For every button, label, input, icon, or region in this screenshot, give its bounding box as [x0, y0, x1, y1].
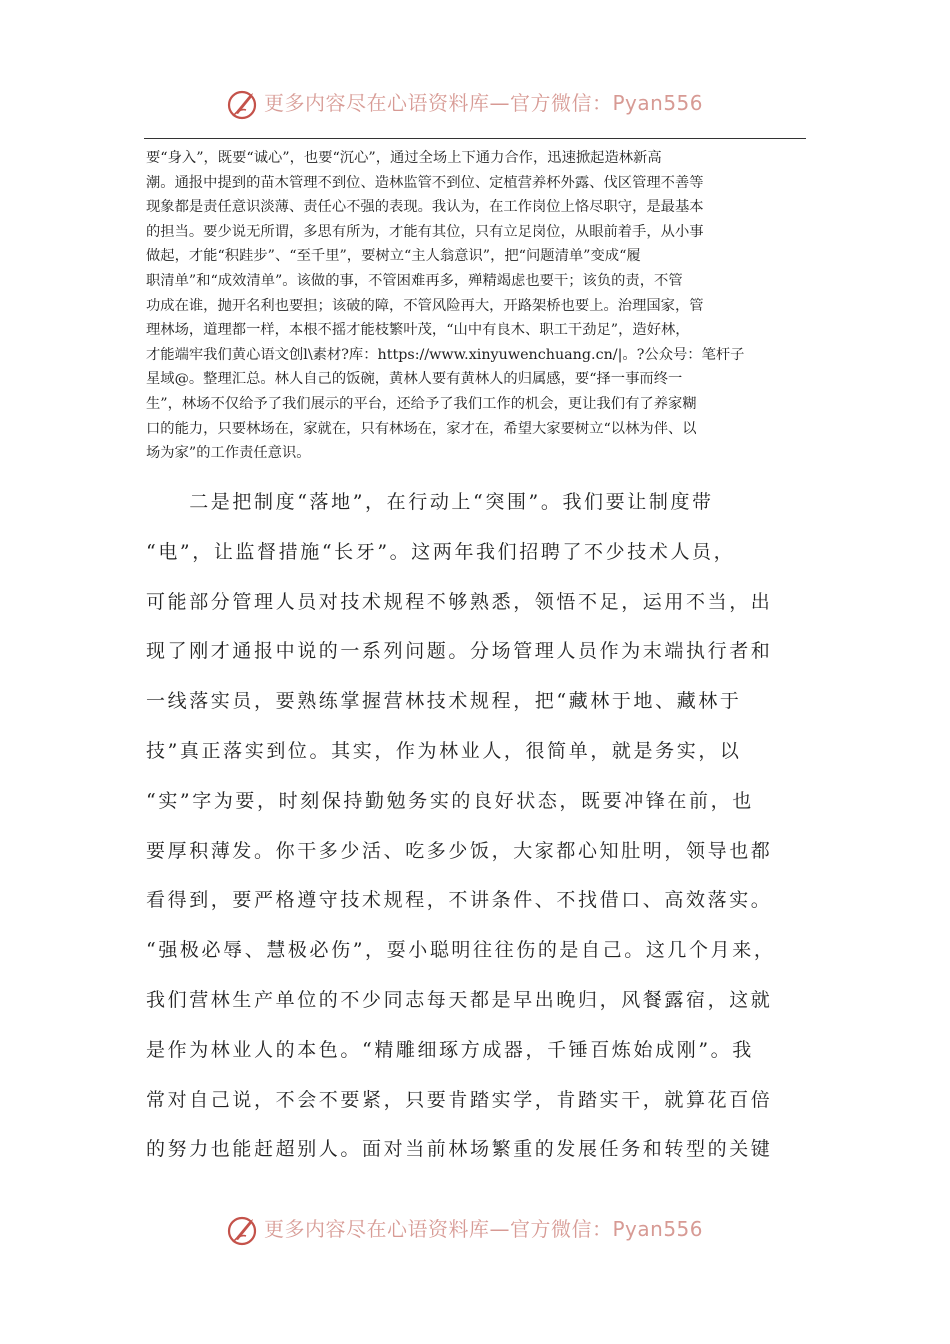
header-watermark: [0, 84, 950, 124]
footer-watermark-text: 更多内容尽在心语资料库—官方微信：Pyan556: [264, 1217, 704, 1241]
text-line: 的担当。要少说无所谓，多思有所为，才能有其位，只有立足岗位，从眼前着手，从小事: [146, 223, 704, 240]
text-line: 的努力也能赶超别人。面对当前林场繁重的发展任务和转型的关键: [146, 1138, 773, 1161]
header-watermark-text: 更多内容尽在心语资料库—官方微信：Pyan556: [264, 91, 704, 115]
text-line: 可能部分管理人员对技术规程不够熟悉，领悟不足，运用不当，出: [146, 590, 773, 613]
text-line: 要“身入”，既要“诚心”，也要“沉心”，通过全场上下通力合作，迅速掀起造林新高: [146, 150, 662, 166]
paragraph-1: [146, 146, 810, 466]
text-line: 口的能力，只要林场在，家就在，只有林场在，家才在，希望大家要树立“以林为伴、以: [146, 420, 697, 437]
text-line: 是作为林业人的本色。“精雕细琢方成器，千锤百炼始成刚”。我: [146, 1038, 754, 1061]
text-line: 现象都是责任意识淡薄、责任心不强的表现。我认为，在工作岗位上恪尽职守，是最基本: [146, 199, 704, 216]
quill-logo-icon: [226, 86, 262, 122]
text-line: 常对自己说，不会不要紧，只要肯踏实学，肯踏实干，就算花百倍: [146, 1088, 773, 1111]
header-divider: [144, 138, 806, 139]
text-line: 星域@。整理汇总。林人自己的饭碗，黄林人要有黄林人的归属感，要“择一事而终一: [146, 371, 683, 388]
text-line: 才能端牢我们黄心语文创l\素材?库：https://www.xinyuwenchuang.cn/|。?公众号：笔杆子: [146, 346, 745, 363]
text-line: 潮。通报中提到的苗木管理不到位、造林监管不到位、定植营养杯外露、伐区管理不善等: [146, 174, 704, 191]
text-line: 要厚积薄发。你干多少活、吃多少饭，大家都心知肚明，领导也都: [146, 839, 773, 862]
text-line: 看得到，要严格遵守技术规程，不讲条件、不找借口、高效落实。: [146, 889, 773, 912]
text-line: “电”，让监督措施“长牙”。这两年我们招聘了不少技术人员，: [146, 540, 736, 563]
footer-watermark: [0, 1210, 950, 1250]
text-line: 一线落实员，要熟练掌握营林技术规程，把“藏林于地、藏林于: [146, 690, 742, 713]
text-line: 现了刚才通报中说的一系列问题。分场管理人员作为末端执行者和: [146, 640, 773, 663]
text-line: 场为家”的工作责任意识。: [146, 445, 311, 462]
text-line: 技”真正落实到位。其实，作为林业人，很简单，就是务实，以: [146, 739, 742, 762]
text-line: 生”，林场不仅给予了我们展示的平台，还给予了我们工作的机会，更让我们有了养家糊: [146, 395, 697, 412]
text-line: “实”字为要，时刻保持勤勉务实的良好状态，既要冲锋在前，也: [146, 789, 754, 812]
text-line: 做起，才能“积跬步”、“至千里”，要树立“主人翁意识”，把“问题清单”变成“履: [146, 248, 641, 265]
text-line: 功成在谁，抛开名利也要担；该破的障，不管风险再大，开路架桥也要上。治理国家，管: [146, 297, 704, 314]
quill-logo-icon: [226, 1212, 262, 1248]
text-line: 理林场，道理都一样，本根不摇才能枝繁叶茂，“山中有良木、职工干劲足”，造好林，: [146, 322, 690, 339]
text-line: 我们营林生产单位的不少同志每天都是早出晚归，风餐露宿，这就: [146, 988, 773, 1011]
text-line: 职清单”和“成效清单”。该做的事，不管困难再多，殚精竭虑也要干；该负的责，不管: [146, 272, 683, 289]
text-line: 二是把制度“落地”，在行动上“突围”。我们要让制度带: [146, 491, 714, 513]
text-line: “强极必辱、慧极必伤”，耍小聪明往往伤的是自己。这几个月来，: [146, 939, 776, 962]
paragraph-2: [146, 478, 826, 1175]
